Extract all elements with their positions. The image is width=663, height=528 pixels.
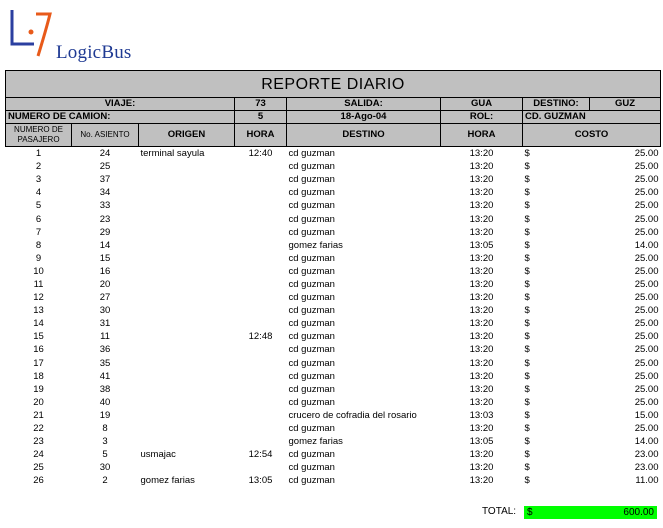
origin [139, 435, 235, 448]
destination: cd guzman [288, 449, 335, 461]
destination: cd guzman [288, 161, 335, 173]
origin [139, 422, 235, 435]
destination: cd guzman [288, 265, 335, 277]
destination: cd guzman [288, 462, 335, 474]
table-row [6, 147, 661, 161]
origin-time [235, 422, 287, 435]
cost-currency: $ [524, 436, 530, 448]
destination-time: 13:03 [469, 409, 494, 421]
cost-value: 15.00 [634, 409, 659, 421]
origin: terminal sayula [140, 148, 205, 160]
cost-currency: $ [524, 462, 530, 474]
destination: cd guzman [288, 423, 335, 435]
table-row [6, 474, 661, 487]
cost-currency: $ [524, 226, 530, 238]
origin [139, 186, 235, 199]
cost-currency: $ [524, 475, 530, 487]
passenger-number: 26 [33, 475, 44, 487]
seat-number: 30 [99, 305, 111, 317]
destination-time: 13:20 [469, 148, 494, 160]
cost-currency: $ [524, 370, 530, 382]
passenger-number: 24 [33, 449, 44, 461]
cost-currency: $ [524, 449, 530, 461]
cost-currency: $ [524, 331, 530, 343]
origin-time [235, 265, 287, 278]
destination-time: 13:20 [469, 462, 494, 474]
origin-time [235, 461, 287, 474]
destination: gomez farias [288, 436, 343, 448]
table-row [6, 461, 661, 474]
passenger-number: 15 [33, 331, 44, 343]
table-row [6, 265, 661, 278]
destination-time: 13:20 [469, 318, 494, 330]
table-row [6, 422, 661, 435]
cost-currency: $ [524, 187, 530, 199]
origin [139, 317, 235, 330]
destination: cd guzman [288, 318, 335, 330]
rol-label: ROL: [441, 111, 523, 124]
passenger-number: 12 [33, 292, 44, 304]
origin: gomez farias [140, 475, 195, 487]
seat-number: 11 [100, 331, 110, 343]
passenger-number: 11 [33, 278, 44, 290]
viaje-value: 73 [235, 98, 287, 111]
camion-value: 5 [235, 111, 287, 124]
cost-currency: $ [524, 200, 530, 212]
passenger-number: 25 [33, 462, 44, 474]
passenger-number: 6 [35, 213, 42, 225]
cost-value: 14.00 [634, 239, 659, 251]
title-row [6, 71, 661, 98]
origin-time [235, 409, 287, 422]
destination-time: 13:20 [469, 449, 494, 461]
info-row-1 [6, 98, 661, 111]
origin [139, 278, 235, 291]
destination-time: 13:05 [469, 436, 494, 448]
destino-value: GUZ [590, 98, 661, 111]
destination: cd guzman [288, 292, 335, 304]
seat-number: 34 [99, 187, 111, 199]
destination: cd guzman [288, 331, 335, 343]
table-row [6, 199, 661, 212]
logicbus-logo-icon [6, 4, 54, 60]
fecha-value: 18-Ago-04 [287, 111, 441, 124]
table-row [6, 317, 661, 330]
origin-time: 12:48 [248, 331, 273, 343]
passenger-number: 13 [33, 305, 44, 317]
destination: cd guzman [288, 383, 335, 395]
salida-value: GUA [441, 98, 523, 111]
origin [139, 173, 235, 186]
destination: cd guzman [288, 305, 335, 317]
origin-time: 12:54 [248, 449, 273, 461]
cost-value: 25.00 [634, 305, 659, 317]
page-title: REPORTE DIARIO [6, 71, 661, 98]
table-row [6, 278, 661, 291]
seat-number: 36 [99, 344, 111, 356]
viaje-label: VIAJE: [6, 98, 235, 111]
passenger-number: 19 [33, 383, 44, 395]
origin-time [235, 278, 287, 291]
destination: crucero de cofradia del rosario [288, 409, 417, 421]
passenger-number: 5 [35, 200, 42, 212]
destination-time: 13:20 [469, 475, 494, 487]
destination-time: 13:20 [469, 200, 494, 212]
cost-value: 11.00 [635, 475, 659, 487]
destination-time: 13:20 [469, 187, 494, 199]
cost-value: 23.00 [634, 449, 659, 461]
col-costo: COSTO [523, 124, 661, 147]
passenger-number: 21 [33, 409, 44, 421]
passenger-number: 23 [33, 436, 44, 448]
cost-currency: $ [524, 344, 530, 356]
total-currency: $ [527, 507, 533, 518]
table-row [6, 226, 661, 239]
cost-currency: $ [524, 292, 530, 304]
cost-currency: $ [524, 174, 530, 186]
origin [139, 291, 235, 304]
passenger-number: 1 [35, 148, 42, 160]
destination-time: 13:20 [469, 226, 494, 238]
passenger-number: 2 [35, 161, 42, 173]
origin-time [235, 396, 287, 409]
col-hora: HORA [235, 124, 287, 147]
cost-currency: $ [524, 396, 530, 408]
cost-value: 25.00 [634, 213, 659, 225]
table-row [6, 186, 661, 199]
destination-time: 13:20 [469, 213, 494, 225]
origin-time: 12:40 [248, 148, 273, 160]
cost-value: 25.00 [634, 226, 659, 238]
report-sheet [5, 70, 660, 487]
destination-time: 13:05 [469, 239, 494, 251]
destination-time: 13:20 [469, 370, 494, 382]
destination: cd guzman [288, 252, 335, 264]
seat-number: 2 [102, 475, 108, 487]
cost-currency: $ [524, 305, 530, 317]
destination: cd guzman [288, 213, 335, 225]
passenger-number: 4 [35, 187, 42, 199]
report-table [5, 70, 661, 487]
cost-value: 25.00 [634, 278, 659, 290]
cost-value: 25.00 [634, 174, 659, 186]
passenger-number: 8 [35, 239, 42, 251]
col-pasajero: NUMERO DE PASAJERO [6, 124, 72, 147]
seat-number: 35 [99, 357, 111, 369]
total-box [524, 506, 657, 519]
destination-time: 13:20 [469, 423, 494, 435]
origin-time [235, 343, 287, 356]
origin-time: 13:05 [248, 475, 273, 487]
passenger-rows [6, 147, 661, 488]
seat-number: 41 [99, 370, 111, 382]
cost-currency: $ [524, 423, 530, 435]
cost-value: 25.00 [634, 252, 659, 264]
destination-time: 13:20 [469, 396, 494, 408]
origin-time [235, 160, 287, 173]
cost-currency: $ [524, 252, 530, 264]
cost-currency: $ [524, 318, 530, 330]
cost-currency: $ [524, 383, 530, 395]
origin-time [235, 304, 287, 317]
seat-number: 24 [99, 148, 111, 160]
table-row [6, 435, 661, 448]
destination-time: 13:20 [469, 265, 494, 277]
origin [139, 239, 235, 252]
destination: cd guzman [288, 475, 335, 487]
origin-time [235, 173, 287, 186]
cost-value: 25.00 [634, 200, 659, 212]
cost-value: 25.00 [634, 370, 659, 382]
col-destino: DESTINO [287, 124, 441, 147]
cost-value: 25.00 [634, 292, 659, 304]
total-value: 600.00 [623, 507, 654, 518]
origin-time [235, 226, 287, 239]
col-hora-destino: HORA [441, 124, 523, 147]
cost-currency: $ [524, 239, 530, 251]
seat-number: 25 [99, 161, 111, 173]
col-asiento: No. ASIENTO [72, 124, 139, 147]
origin [139, 199, 235, 212]
destination: cd guzman [288, 370, 335, 382]
destination: cd guzman [288, 174, 335, 186]
origin [139, 252, 235, 265]
origin [139, 357, 235, 370]
table-row [6, 409, 661, 422]
seat-number: 37 [99, 174, 111, 186]
destination-time: 13:20 [469, 383, 494, 395]
origin [139, 304, 235, 317]
cost-currency: $ [524, 148, 530, 160]
cost-currency: $ [524, 278, 530, 290]
cost-currency: $ [524, 357, 530, 369]
cost-currency: $ [524, 409, 530, 421]
destination-time: 13:20 [469, 292, 494, 304]
passenger-number: 22 [33, 423, 44, 435]
origin [139, 409, 235, 422]
seat-number: 5 [102, 449, 108, 461]
col-origen: ORIGEN [139, 124, 235, 147]
destination: gomez farias [288, 239, 343, 251]
cost-value: 23.00 [634, 462, 659, 474]
table-row [6, 239, 661, 252]
passenger-number: 20 [33, 396, 44, 408]
destination: cd guzman [288, 148, 335, 160]
origin-time [235, 186, 287, 199]
table-row [6, 160, 661, 173]
origin-time [235, 370, 287, 383]
cost-value: 25.00 [634, 383, 659, 395]
seat-number: 33 [99, 200, 111, 212]
origin-time [235, 357, 287, 370]
passenger-number: 3 [35, 174, 42, 186]
cost-value: 25.00 [634, 161, 659, 173]
cost-value: 14.00 [634, 436, 659, 448]
destination-time: 13:20 [469, 305, 494, 317]
origin [139, 461, 235, 474]
table-row [6, 343, 661, 356]
table-row [6, 370, 661, 383]
origin-time [235, 317, 287, 330]
cost-value: 25.00 [634, 148, 659, 160]
destination-time: 13:20 [469, 357, 494, 369]
seat-number: 38 [99, 383, 111, 395]
destination-time: 13:20 [469, 278, 494, 290]
origin-time [235, 383, 287, 396]
table-row [6, 212, 661, 225]
cost-value: 25.00 [634, 318, 659, 330]
seat-number: 16 [99, 265, 111, 277]
destination: cd guzman [288, 200, 335, 212]
seat-number: 31 [99, 318, 111, 330]
cost-value: 25.00 [634, 396, 659, 408]
table-row [6, 330, 661, 343]
table-row [6, 383, 661, 396]
destination: cd guzman [288, 278, 335, 290]
origin-time [235, 435, 287, 448]
origin [139, 330, 235, 343]
table-row [6, 291, 661, 304]
seat-number: 30 [99, 462, 111, 474]
table-row [6, 448, 661, 461]
origin-time [235, 291, 287, 304]
cost-value: 25.00 [634, 265, 659, 277]
info-row-2 [6, 111, 661, 124]
destination: cd guzman [288, 357, 335, 369]
destino-label: DESTINO: [523, 98, 590, 111]
origin [139, 383, 235, 396]
total-label: TOTAL: [482, 506, 517, 517]
cost-value: 25.00 [634, 344, 659, 356]
origin-time [235, 252, 287, 265]
destination-time: 13:20 [469, 161, 494, 173]
cost-currency: $ [524, 213, 530, 225]
table-row [6, 252, 661, 265]
origin-time [235, 239, 287, 252]
destination-time: 13:20 [469, 331, 494, 343]
destination-time: 13:20 [469, 174, 494, 186]
seat-number: 27 [99, 292, 111, 304]
seat-number: 19 [99, 409, 111, 421]
origin [139, 160, 235, 173]
table-row [6, 304, 661, 317]
cost-currency: $ [524, 161, 530, 173]
destination: cd guzman [288, 396, 335, 408]
rol-value: CD. GUZMAN [523, 111, 661, 124]
cost-currency: $ [524, 265, 530, 277]
seat-number: 3 [102, 436, 108, 448]
salida-label: SALIDA: [287, 98, 441, 111]
destination: cd guzman [288, 344, 335, 356]
origin-time [235, 199, 287, 212]
cost-value: 25.00 [634, 423, 659, 435]
logo [6, 4, 146, 62]
passenger-number: 14 [33, 318, 44, 330]
passenger-number: 10 [33, 265, 44, 277]
seat-number: 15 [99, 252, 111, 264]
seat-number: 14 [99, 239, 111, 251]
destination: cd guzman [288, 187, 335, 199]
destination-time: 13:20 [469, 344, 494, 356]
seat-number: 23 [99, 213, 111, 225]
passenger-number: 9 [35, 252, 42, 264]
seat-number: 8 [102, 423, 108, 435]
origin [139, 226, 235, 239]
origin [139, 343, 235, 356]
table-row [6, 396, 661, 409]
table-row [6, 357, 661, 370]
destination: cd guzman [288, 226, 335, 238]
origin: usmajac [140, 449, 176, 461]
cost-value: 25.00 [634, 331, 659, 343]
origin [139, 212, 235, 225]
passenger-number: 7 [35, 226, 42, 238]
camion-label: NUMERO DE CAMION: [6, 111, 235, 124]
seat-number: 40 [99, 396, 111, 408]
passenger-number: 18 [33, 370, 44, 382]
passenger-number: 16 [33, 344, 44, 356]
destination-time: 13:20 [469, 252, 494, 264]
cost-value: 25.00 [634, 187, 659, 199]
column-header-row [6, 124, 661, 147]
origin-time [235, 212, 287, 225]
seat-number: 20 [99, 278, 111, 290]
origin [139, 370, 235, 383]
seat-number: 29 [99, 226, 111, 238]
passenger-number: 17 [33, 357, 44, 369]
table-row [6, 173, 661, 186]
logo-text: LogicBus [56, 42, 132, 63]
origin [139, 265, 235, 278]
origin [139, 396, 235, 409]
cost-value: 25.00 [634, 357, 659, 369]
